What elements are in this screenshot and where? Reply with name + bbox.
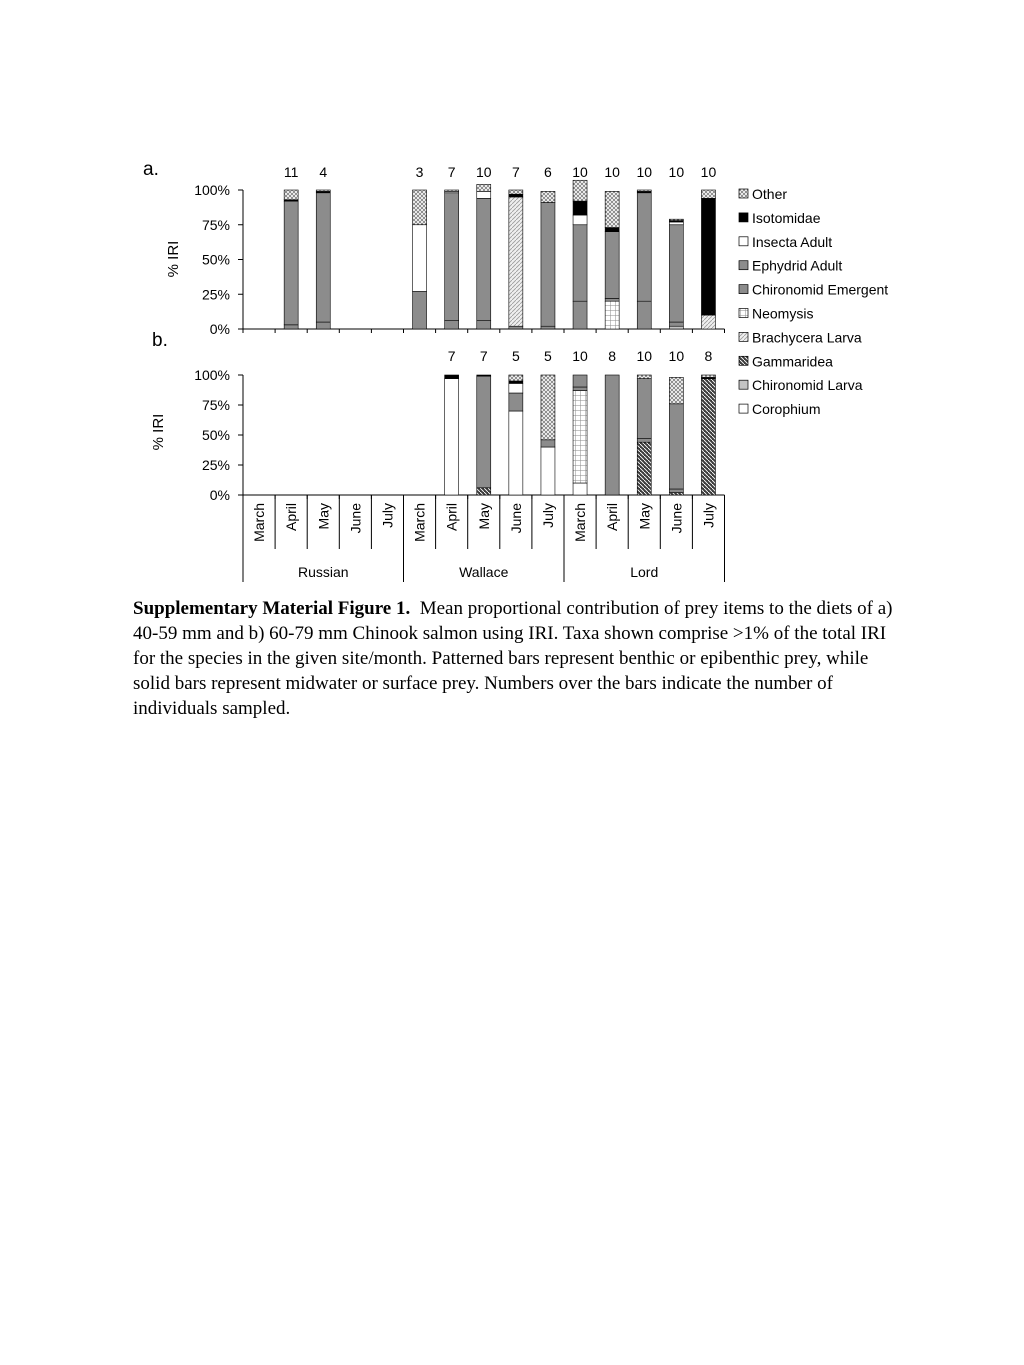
month-label: May: [475, 503, 492, 530]
panel-a-plot: [194, 164, 724, 337]
month-label: March: [251, 503, 268, 542]
panel-a-y-tick-label: 100%: [194, 182, 230, 198]
bar-segment-insecta-adult: [573, 215, 587, 225]
bar-segment-other: [477, 184, 491, 191]
category-axis: [243, 495, 725, 582]
legend-label-chironomid-larva: Chironomid Larva: [752, 377, 863, 394]
month-label: April: [604, 503, 621, 532]
iri-figure: [0, 0, 1024, 600]
legend-swatch-insecta-adult: [739, 237, 748, 246]
bar-segment-insecta-adult: [509, 383, 523, 393]
bar-segment-ephydrid-adult: [316, 193, 330, 322]
bar-segment-chironomid-emergent: [284, 325, 298, 329]
bar-segment-neomysis: [605, 301, 619, 329]
bar-segment-ephydrid-adult: [637, 379, 651, 439]
legend-label-brachycera-larva: Brachycera Larva: [752, 329, 862, 346]
bar-segment-isotomidae: [509, 381, 523, 383]
bar-segment-chironomid-emergent: [541, 326, 555, 329]
legend-label-insecta-adult: Insecta Adult: [752, 233, 833, 250]
bar-segment-other: [541, 375, 555, 440]
month-label: July: [700, 503, 717, 528]
panel-a-y-tick-label: 25%: [201, 286, 230, 303]
caption-text: Mean proportional contribution of prey items to the diets of a) 40-59 mm and b) 60-79 mm Chinook salmon using IRI. Taxa shown comprise >1% of the total IRI for the species in the given site/month. Patterned bars represent benthic or epibenthic prey, while solid bars represent midwater or surface prey. Numbers over the bars indicate the number of individuals sampled.: [133, 598, 893, 719]
bar-segment-chironomid-emergent: [509, 326, 523, 329]
legend-label-other: Other: [752, 186, 788, 202]
legend-swatch-brachycera-larva: [739, 332, 748, 341]
bar-segment-isotomidae: [605, 228, 619, 232]
bar-segment-other: [445, 190, 459, 191]
panel-b-sample-size: 8: [704, 348, 713, 364]
bar-segment-other: [509, 375, 523, 381]
bar-segment-ephydrid-adult: [477, 198, 491, 320]
bar-segment-ephydrid-adult: [637, 193, 651, 301]
month-label: July: [379, 503, 396, 528]
panel-b-plot: [194, 348, 724, 503]
panel-a-sample-size: 10: [668, 164, 685, 180]
bar-segment-other: [669, 377, 683, 403]
legend-label-neomysis: Neomysis: [752, 305, 814, 322]
month-label: May: [315, 503, 332, 530]
bar-segment-ephydrid-adult: [669, 404, 683, 489]
bar-segment-corophium: [541, 447, 555, 495]
panel-a-label: a.: [143, 159, 159, 180]
legend-swatch-chironomid-larva: [739, 380, 748, 389]
bar-segment-other: [509, 190, 523, 194]
bar-segment-chironomid-emergent: [541, 440, 555, 447]
bar-segment-other: [701, 190, 715, 198]
bar-segment-isotomidae: [509, 194, 523, 197]
bar-segment-corophium: [573, 483, 587, 495]
legend-swatch-gammaridea: [739, 356, 748, 365]
bar-segment-isotomidae: [701, 198, 715, 315]
legend-swatch-isotomidae: [739, 213, 748, 222]
bar-segment-ephydrid-adult: [284, 201, 298, 325]
bar-segment-gammaridea: [701, 379, 715, 495]
panel-b-ylabel: % IRI: [150, 413, 167, 451]
month-label: July: [539, 503, 556, 528]
figure-caption: [133, 596, 893, 721]
bar-segment-gammaridea: [477, 488, 491, 495]
bar-segment-neomysis: [573, 391, 587, 483]
bar-segment-chironomid-emergent: [509, 393, 523, 411]
bar-segment-ephydrid-adult: [477, 376, 491, 488]
bar-segment-chironomid-emergent: [669, 489, 683, 493]
bar-segment-ephydrid-adult: [573, 375, 587, 387]
bar-segment-isotomidae: [477, 375, 491, 376]
panel-b-sample-size: 7: [447, 348, 456, 364]
bar-segment-ephydrid-adult: [605, 232, 619, 299]
bar-segment-ephydrid-adult: [605, 375, 619, 495]
panel-b-label: b.: [152, 330, 168, 351]
bar-segment-other: [573, 180, 587, 201]
bar-segment-ephydrid-adult: [413, 291, 427, 329]
panel-b-sample-size: 8: [608, 348, 617, 364]
bar-segment-other: [284, 190, 298, 200]
bar-segment-other: [637, 190, 651, 191]
bar-segment-ephydrid-adult: [669, 225, 683, 322]
panel-a-ylabel: % IRI: [165, 240, 182, 278]
legend-swatch-corophium: [739, 404, 748, 413]
month-label: March: [411, 503, 428, 542]
legend-swatch-other: [739, 189, 748, 198]
legend-label-ephydrid-adult: Ephydrid Adult: [752, 257, 843, 274]
bar-segment-corophium: [445, 379, 459, 495]
month-label: March: [572, 503, 589, 542]
bar-segment-isotomidae: [445, 375, 459, 379]
bar-segment-other: [413, 190, 427, 225]
panel-a-y-tick-label: 50%: [201, 251, 230, 268]
legend-swatch-ephydrid-adult: [739, 261, 748, 270]
legend-swatch-chironomid-emergent: [739, 285, 748, 294]
site-label: Russian: [297, 564, 349, 580]
month-label: June: [347, 503, 364, 534]
bar-segment-chironomid-emergent: [669, 322, 683, 326]
panel-a-sample-size: 10: [636, 164, 653, 180]
panel-b-sample-size: 10: [572, 348, 588, 364]
panel-b-sample-size: 5: [544, 348, 552, 364]
bar-segment-other: [701, 375, 715, 377]
bar-segment-insecta-adult: [477, 191, 491, 198]
caption-label: Supplementary Material Figure 1.: [133, 598, 411, 619]
bar-segment-other: [605, 191, 619, 227]
legend-swatch-neomysis: [739, 309, 748, 318]
bar-segment-chironomid-emergent: [605, 298, 619, 301]
month-label: June: [668, 503, 685, 534]
bar-segment-ephydrid-adult: [541, 203, 555, 327]
bar-segment-chironomid-emergent: [637, 439, 651, 443]
bar-segment-chironomid-emergent: [573, 301, 587, 329]
legend-label-isotomidae: Isotomidae: [752, 209, 821, 226]
bar-segment-other: [669, 219, 683, 220]
bar-segment-ephydrid-adult: [573, 225, 587, 301]
bar-segment-chironomid-emergent: [637, 301, 651, 329]
bar-segment-gammaridea: [637, 442, 651, 495]
bar-segment-chironomid-emergent: [445, 321, 459, 329]
bar-segment-isotomidae: [573, 201, 587, 215]
panel-a-sample-size: 3: [415, 164, 424, 180]
bar-segment-other: [637, 375, 651, 379]
bar-segment-insecta-adult: [669, 222, 683, 225]
bar-segment-other: [541, 191, 555, 202]
panel-a-sample-size: 7: [511, 164, 520, 180]
panel-a-sample-size: 10: [572, 164, 588, 180]
bar-segment-brachycera-larva: [701, 315, 715, 329]
month-label: April: [283, 503, 300, 532]
bar-segment-corophium: [509, 411, 523, 495]
panel-b-y-tick-label: 100%: [194, 367, 230, 383]
panel-a-y-tick-label: 75%: [201, 216, 230, 233]
panel-a-sample-size: 10: [475, 164, 492, 180]
panel-b-y-tick-label: 0%: [209, 487, 230, 503]
month-label: April: [443, 503, 460, 532]
bar-segment-chironomid-emergent: [316, 322, 330, 329]
panel-b-sample-size: 7: [479, 348, 488, 364]
panel-a-sample-size: 10: [700, 164, 717, 180]
site-label: Lord: [630, 564, 659, 580]
panel-a-sample-size: 4: [319, 164, 328, 180]
panel-b-sample-size: 5: [511, 348, 520, 364]
bar-segment-other: [316, 190, 330, 191]
panel-a-sample-size: 6: [544, 164, 552, 180]
panel-b-y-tick-label: 75%: [201, 397, 230, 413]
legend-label-chironomid-emergent: Chironomid Emergent: [752, 281, 889, 298]
bar-segment-chironomid-larva: [669, 326, 683, 329]
bar-segment-gammaridea: [669, 493, 683, 495]
panel-a-sample-size: 11: [283, 164, 299, 180]
bar-segment-ephydrid-adult: [445, 193, 459, 321]
bar-segment-chironomid-emergent: [477, 321, 491, 329]
panel-a-sample-size: 10: [604, 164, 620, 180]
legend-label-corophium: Corophium: [752, 401, 821, 418]
panel-b-sample-size: 10: [636, 348, 653, 364]
legend: [739, 186, 888, 417]
bar-segment-brachycera-larva: [509, 197, 523, 326]
panel-b-y-tick-label: 50%: [201, 427, 230, 443]
bar-segment-chironomid-emergent: [573, 387, 587, 391]
month-label: May: [636, 503, 653, 530]
panel-b-y-tick-label: 25%: [201, 457, 230, 473]
legend-label-gammaridea: Gammaridea: [752, 353, 833, 370]
month-label: June: [507, 503, 524, 534]
panel-b-sample-size: 10: [668, 348, 685, 364]
panel-a-sample-size: 7: [447, 164, 456, 180]
bar-segment-insecta-adult: [413, 225, 427, 292]
site-label: Wallace: [459, 564, 509, 580]
panel-a-y-tick-label: 0%: [209, 321, 230, 337]
